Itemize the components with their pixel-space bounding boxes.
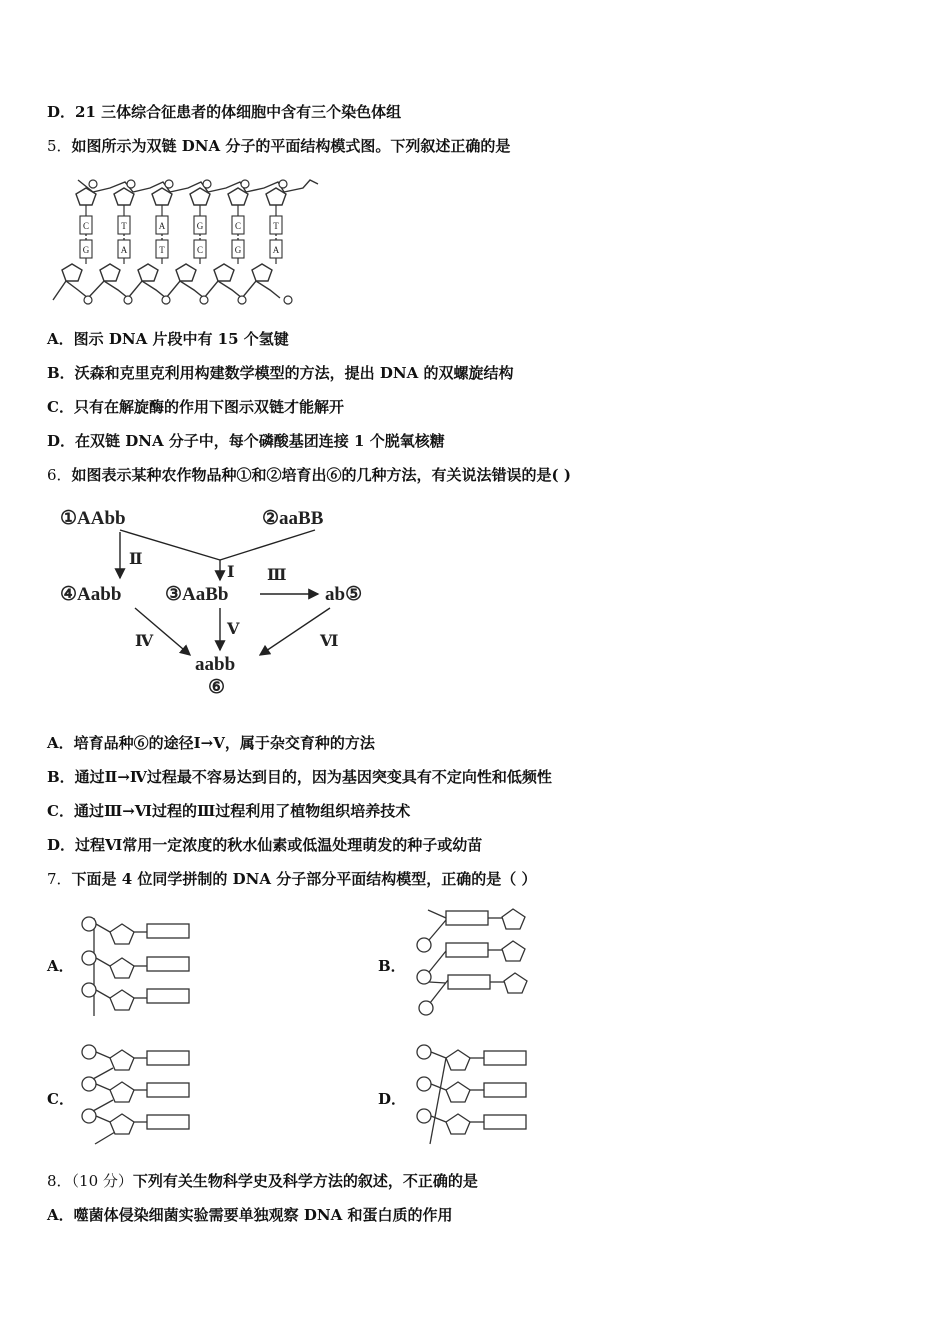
dna-model-b — [410, 905, 535, 1020]
q7-number: 7． — [47, 870, 72, 888]
q5-option-b: B．沃森和克里克利用构建数学模型的方法，提出 DNA 的双螺旋结构 — [47, 364, 514, 382]
node-3: ③AaBb — [165, 584, 229, 605]
dna-model-c — [75, 1040, 200, 1150]
path-V: Ⅴ — [227, 621, 240, 638]
q7-label-a: A． — [47, 957, 74, 975]
breeding-pathways-diagram — [55, 500, 395, 700]
top-base-2: T — [121, 221, 127, 231]
top-base-4: G — [196, 221, 204, 231]
q5-stem: 如图所示为双链 DNA 分子的平面结构模式图。下列叙述正确的是 — [71, 137, 511, 155]
path-VI: Ⅵ — [320, 633, 339, 650]
top-base-5: C — [234, 221, 242, 231]
q6-option-d: D．过程Ⅵ常用一定浓度的秋水仙素或低温处理萌发的种子或幼苗 — [47, 836, 483, 854]
q6-option-b: B．通过Ⅱ→Ⅳ过程最不容易达到目的，因为基因突变具有不定向性和低频性 — [47, 768, 552, 786]
bottom-base-4: C — [196, 245, 204, 255]
q5-question — [47, 136, 510, 156]
q8-option-a: A．噬菌体侵染细菌实验需要单独观察 DNA 和蛋白质的作用 — [47, 1206, 453, 1224]
node-1: ①AAbb — [60, 508, 126, 529]
q6-option-c: C．通过Ⅲ→Ⅵ过程的Ⅲ过程利用了植物组织培养技术 — [47, 802, 411, 820]
dna-model-a — [75, 910, 200, 1020]
node-2: ②aaBB — [262, 508, 324, 529]
q6-option-a: A．培育品种⑥的途径Ⅰ→Ⅴ，属于杂交育种的方法 — [47, 734, 375, 752]
top-base-1: C — [82, 221, 90, 231]
bottom-base-3: T — [159, 245, 165, 255]
node-6-genotype: aabb — [195, 654, 236, 675]
dna-double-strand-figure — [48, 172, 333, 312]
q5-option-a: A．图示 DNA 片段中有 15 个氢键 — [47, 330, 289, 348]
path-III: Ⅲ — [267, 567, 287, 584]
q5-option-d: D．在双链 DNA 分子中，每个磷酸基团连接 1 个脱氧核糖 — [47, 432, 445, 450]
q4-option-d: D．21 三体综合征患者的体细胞中含有三个染色体组 — [47, 103, 402, 121]
top-base-3: A — [158, 221, 166, 231]
path-IV: Ⅳ — [135, 633, 154, 650]
node-5: ab⑤ — [325, 584, 363, 605]
bottom-base-5: G — [234, 245, 242, 255]
q7-question — [47, 869, 536, 889]
bottom-base-2: A — [120, 245, 128, 255]
path-II: Ⅱ — [129, 551, 143, 568]
q7-label-b: B． — [378, 957, 406, 975]
bottom-base-6: A — [272, 245, 280, 255]
top-base-6: T — [273, 221, 279, 231]
dna-model-d — [410, 1040, 535, 1150]
q6-number: 6． — [47, 466, 72, 484]
q5-number: 5． — [47, 137, 72, 155]
q7-stem: 下面是 4 位同学拼制的 DNA 分子部分平面结构模型，正确的是（ ） — [71, 870, 537, 888]
q5-option-c: C．只有在解旋酶的作用下图示双链才能解开 — [47, 398, 344, 416]
q7-label-c: C． — [47, 1090, 74, 1108]
node-6-label: ⑥ — [208, 677, 226, 698]
node-4: ④Aabb — [60, 584, 122, 605]
q6-question — [47, 465, 571, 485]
path-I: Ⅰ — [227, 564, 235, 581]
q8-score: （10 分） — [71, 1172, 133, 1190]
bottom-base-1: G — [82, 245, 90, 255]
q8-question — [47, 1171, 478, 1191]
q6-stem: 如图表示某种农作物品种①和②培育出⑥的几种方法，有关说法错误的是( ) — [71, 466, 571, 484]
q8-stem: 下列有关生物科学史及科学方法的叙述，不正确的是 — [132, 1172, 478, 1190]
q7-label-d: D． — [378, 1090, 407, 1108]
q8-number: 8． — [47, 1172, 72, 1190]
